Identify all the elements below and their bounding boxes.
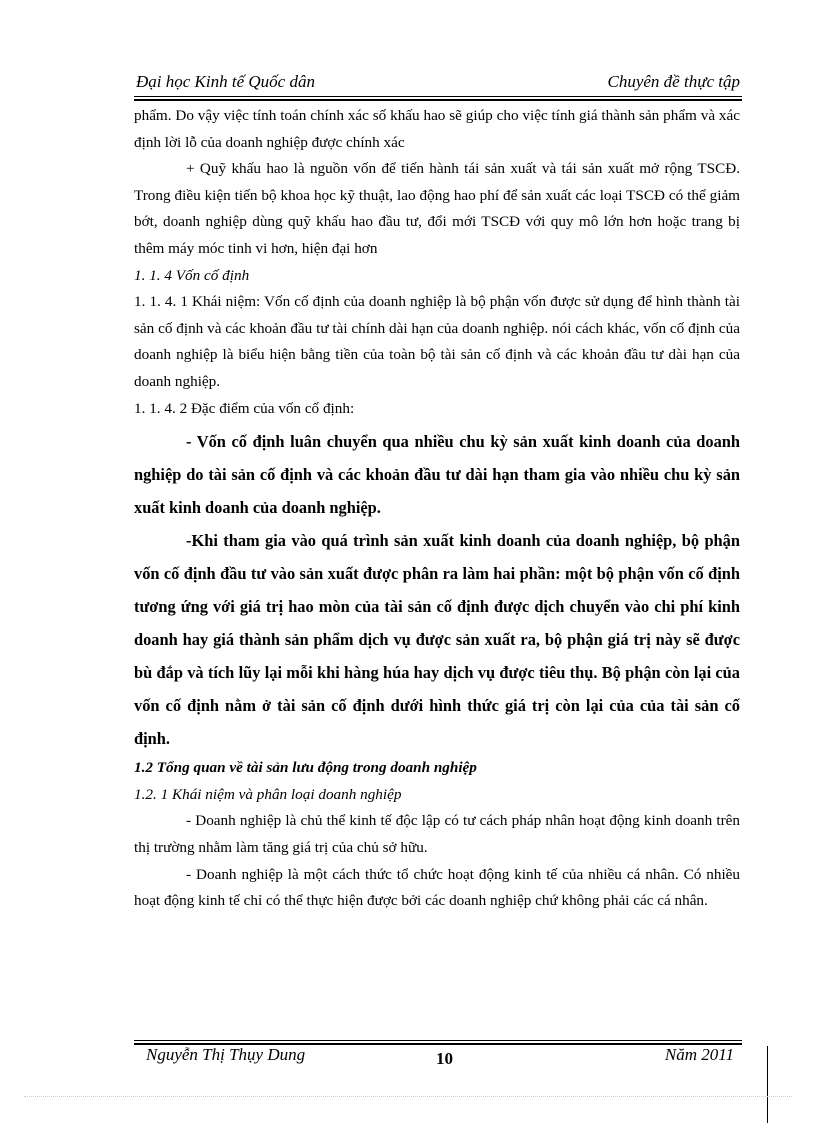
- page-corner-line: [767, 1046, 768, 1123]
- paragraph-depreciation-fund: + Quỹ khấu hao là nguồn vốn để tiến hành tái sản xuất và tái sản xuất mở rộng TSCĐ. Trong điều kiện tiến bộ khoa học kỹ thuật, lao động hao phí để sản xuất các loại TSCĐ có thể giảm bớt, doanh nghiệp dùng quỹ khấu hao đầu tư, đổi mới TSCĐ với quy mô lớn hơn hoặc trang bị thêm máy móc tinh vi hơn, hiện đại hơn: [134, 160, 740, 257]
- subheading-fixed-capital-features: 1. 1. 4. 2 Đặc điểm của vốn cố định:: [134, 399, 355, 417]
- section-heading-current-assets: 1.2 Tổng quan về tài sản lưu động trong doanh nghiệp: [134, 759, 477, 777]
- header-rule-thin: [134, 96, 742, 97]
- section-heading-fixed-capital: 1. 1. 4 Vốn cố định: [134, 266, 250, 284]
- footer-author: Nguyễn Thị Thụy Dung: [146, 1045, 306, 1064]
- header-rule-thick: [134, 99, 742, 101]
- header-university: Đại học Kinh tế Quốc dân: [136, 72, 315, 91]
- subheading-enterprise-concept: 1.2. 1 Khái niệm và phân loại doanh nghiệp: [134, 785, 402, 803]
- header-report-type: Chuyên đề thực tập: [607, 72, 740, 91]
- paragraph-feature-split: -Khi tham gia vào quá trình sản xuất kinh doanh của doanh nghiệp, bộ phận vốn cố định đầu tư vào sản xuất được phân ra làm hai phần: một bộ phận vốn cố định tương ứng với giá trị hao mòn của tài sản cố định được dịch chuyển vào chi phí kinh doanh hay giá thành sản phẩm dịch vụ được sản xuất ra, bộ phận giá trị này sẽ được bù đắp và tích lũy lại mỗi khi hàng húa hay dịch vụ được tiêu thụ. Bộ phận còn lại của vốn cố định nằm ở tài sản cố định dưới hình thức giá trị còn lại của của tài sản cố định.: [134, 531, 740, 749]
- paragraph-enterprise-definition: - Doanh nghiệp là chủ thể kinh tế độc lập có tư cách pháp nhân hoạt động kinh doanh trên thị trường nhằm làm tăng giá trị của chủ sở hữu.: [134, 812, 740, 856]
- paragraph-enterprise-organization: - Doanh nghiệp là một cách thức tổ chức hoạt động kinh tế của nhiều cá nhân. Có nhiều hoạt động kinh tế chỉ có thể thực hiện được bởi các doanh nghiệp chứ không phải các cá nhân.: [134, 865, 740, 910]
- page-bottom-dotted-border: [24, 1096, 792, 1097]
- page-header: [134, 70, 742, 96]
- footer-rule-thin: [134, 1040, 742, 1041]
- page-number: 10: [436, 1049, 453, 1068]
- footer-year: Năm 2011: [664, 1045, 734, 1064]
- paragraph-fixed-capital-definition: 1. 1. 4. 1 Khái niệm: Vốn cố định của doanh nghiệp là bộ phận vốn được sử dụng để hình thành tài sản cố định và các khoản đầu tư tài chính dài hạn của doanh nghiệp. nói cách khác, vốn cố định của doanh nghiệp là biểu hiện bằng tiền của toàn bộ tài sản cố định và các khoản đầu tư dài hạn của doanh nghiệp.: [134, 293, 740, 390]
- page-body: [134, 103, 740, 915]
- paragraph-depreciation-accuracy: phẩm. Do vậy việc tính toán chính xác số khấu hao sẽ giúp cho việc tính giá thành sản phẩm và xác định lời lỗ của doanh nghiệp được chính xác: [134, 107, 740, 151]
- page-footer: [134, 1044, 742, 1074]
- paragraph-feature-circulation: - Vốn cố định luân chuyển qua nhiều chu kỳ sản xuất kinh doanh của doanh nghiệp do tài sản cố định và các khoản đầu tư dài hạn tham gia vào nhiều chu kỳ sản xuất kinh doanh của doanh nghiệp.: [134, 432, 740, 518]
